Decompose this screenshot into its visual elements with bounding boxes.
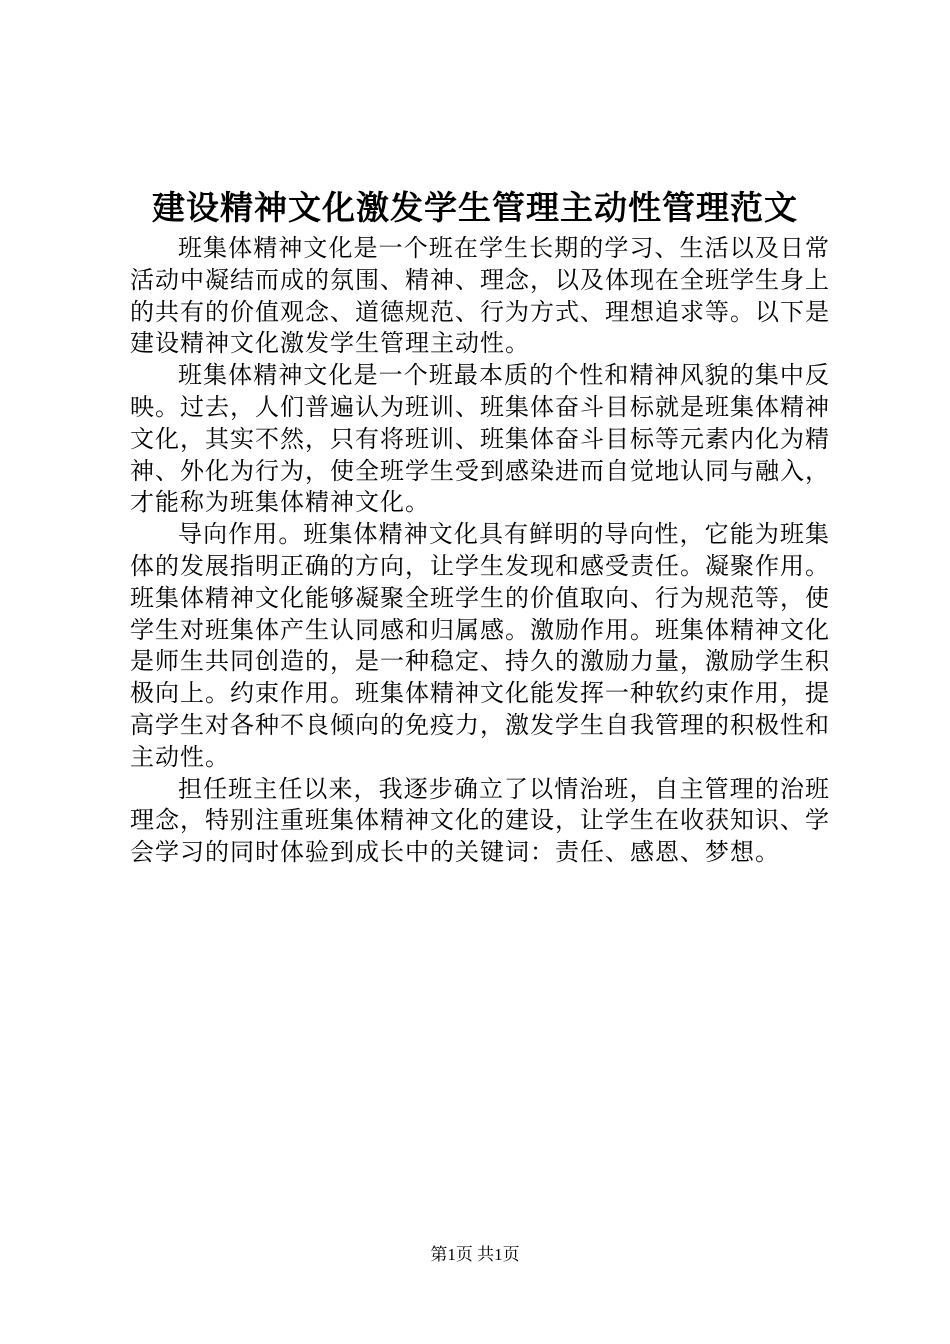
paragraph-3: 导向作用。班集体精神文化具有鲜明的导向性，它能为班集体的发展指明正确的方向，让学生发现和感受责任。凝聚作用。班集体精神文化能够凝聚全班学生的价值取向、行为规范等，使学生对班集体产生认同感和归属感。激励作用。班集体精神文化是师生共同创造的，是一种稳定、持久的激励力量，激励学生积极向上。约束作用。班集体精神文化能发挥一种软约束作用，提高学生对各种不良倾向的免疫力，激发学生自我管理的积极性和主动性。 bbox=[130, 520, 830, 771]
paragraph-2: 班集体精神文化是一个班最本质的个性和精神风貌的集中反映。过去，人们普遍认为班训、班集体奋斗目标就是班集体精神文化，其实不然，只有将班训、班集体奋斗目标等元素内化为精神、外化为行为，使全班学生受到感染进而自觉地认同与融入，才能称为班集体精神文化。 bbox=[130, 361, 830, 517]
document-title: 建设精神文化激发学生管理主动性管理范文 bbox=[152, 188, 798, 227]
paragraph-1: 班集体精神文化是一个班在学生长期的学习、生活以及日常活动中凝结而成的氛围、精神、理念，以及体现在全班学生身上的共有的价值观念、道德规范、行为方式、理想追求等。以下是建设精神文化激发学生管理主动性。 bbox=[130, 234, 830, 358]
page-footer: 第1页 共1页 bbox=[430, 1245, 520, 1264]
document-body bbox=[130, 233, 830, 869]
paragraph-4: 担任班主任以来，我逐步确立了以情治班，自主管理的治班理念，特别注重班集体精神文化的建设，让学生在收获知识、学会学习的同时体验到成长中的关键词：责任、感恩、梦想。 bbox=[130, 774, 830, 867]
